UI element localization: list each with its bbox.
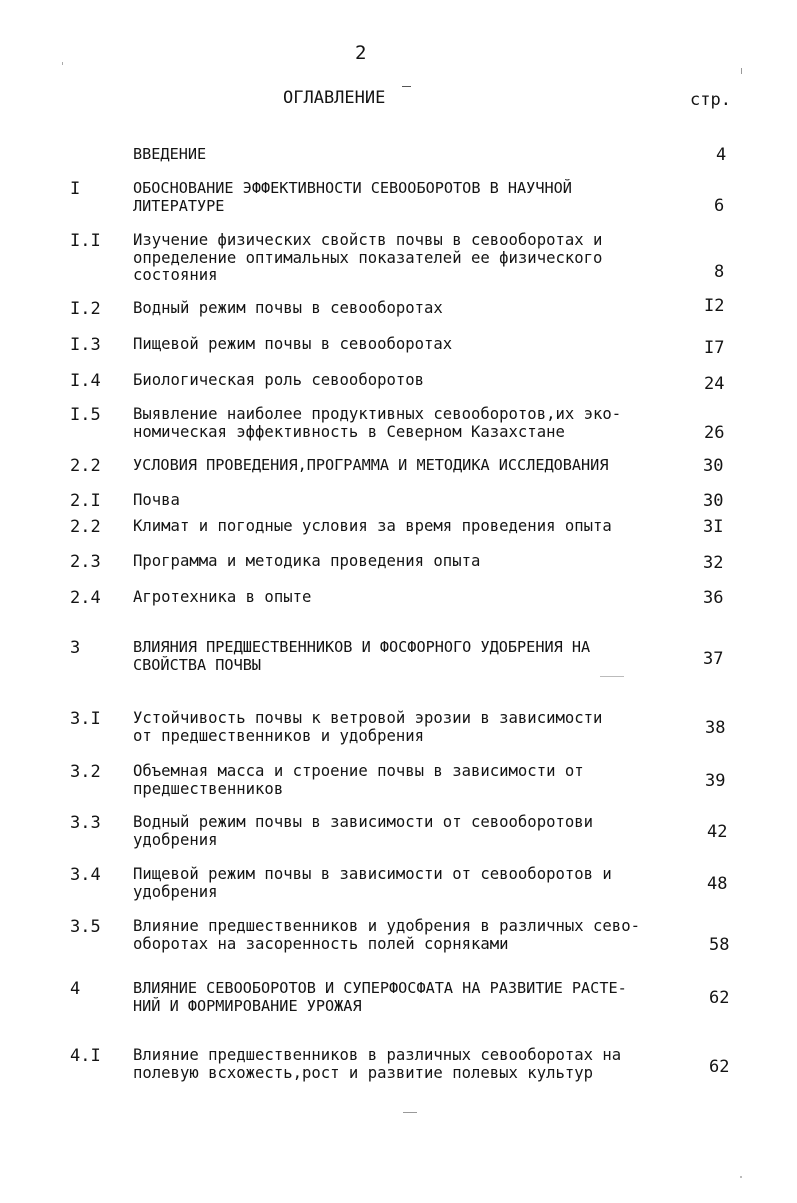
scan-mark [600, 676, 624, 677]
toc-entry-page: 38 [705, 718, 726, 738]
toc-entry-page: 36 [703, 588, 724, 608]
toc-entry-page: 32 [703, 553, 724, 573]
toc-entry-page: 6 [714, 196, 725, 216]
toc-entry-number: I.5 [70, 405, 101, 425]
toc-entry-title: УСЛОВИЯ ПРОВЕДЕНИЯ,ПРОГРАММА И МЕТОДИКА ИССЛЕДОВАНИЯ [133, 456, 609, 474]
toc-entry-title: ВВЕДЕНИЕ [133, 145, 207, 163]
toc-entry-number: 3.4 [70, 865, 101, 885]
toc-entry-number: I.I [70, 231, 101, 251]
toc-entry-page: 24 [704, 374, 725, 394]
scan-mark [740, 1176, 742, 1178]
toc-entry-title: Выявление наиболее продуктивных севооборотов,их эко- номическая эффективность в Северном Казахстане [133, 405, 622, 441]
toc-entry-page: I7 [704, 338, 725, 358]
toc-entry-number: 2.4 [70, 588, 101, 608]
toc-entry-number: 4 [70, 979, 81, 999]
scan-mark [402, 86, 411, 87]
toc-entry-title: ВЛИЯНИЯ ПРЕДШЕСТВЕННИКОВ И ФОСФОРНОГО УДОБРЕНИЯ НА СВОЙСТВА ПОЧВЫ [133, 638, 591, 674]
toc-entry-title: ВЛИЯНИЕ СЕВООБОРОТОВ И СУПЕРФОСФАТА НА РАЗВИТИЕ РАСТЕ- НИЙ И ФОРМИРОВАНИЕ УРОЖАЯ [133, 979, 627, 1015]
toc-entry-page: 37 [703, 649, 724, 669]
toc-entry-number: 3 [70, 638, 81, 658]
toc-entry-title: Пищевой режим почвы в зависимости от севооборотов и удобрения [133, 865, 612, 901]
toc-entry-number: 2.2 [70, 456, 101, 476]
toc-entry-page: 39 [705, 771, 726, 791]
scan-mark [741, 68, 742, 74]
page-column-label: стр. [690, 90, 731, 110]
toc-entry-page: 42 [707, 822, 728, 842]
page-number: 2 [355, 42, 367, 64]
toc-entry-number: I [70, 179, 81, 199]
toc-entry-number: 3.3 [70, 813, 101, 833]
toc-entry-number: 4.I [70, 1046, 101, 1066]
toc-entry-number: 3.2 [70, 762, 101, 782]
toc-entry-number: I.2 [70, 299, 101, 319]
toc-entry-number: 3.I [70, 709, 101, 729]
toc-entry-title: Влияние предшественников и удобрения в различных сево- оборотах на засоренность полей сорняками [133, 917, 640, 953]
toc-entry-number: 2.I [70, 491, 101, 511]
toc-entry-title: Объемная масса и строение почвы в зависимости от предшественников [133, 762, 584, 798]
toc-entry-title: Биологическая роль севооборотов [133, 371, 425, 389]
scan-mark [62, 62, 63, 65]
toc-entry-title: Программа и методика проведения опыта [133, 552, 481, 570]
toc-entry-title: Почва [133, 491, 180, 509]
toc-entry-page: 3I [703, 517, 724, 537]
toc-entry-title: Устойчивость почвы к ветровой эрозии в зависимости от предшественников и удобрения [133, 709, 603, 745]
toc-entry-number: I.4 [70, 371, 101, 391]
toc-entry-title: Агротехника в опыте [133, 588, 312, 606]
toc-entry-page: 58 [709, 935, 730, 955]
toc-entry-title: Влияние предшественников в различных севооборотах на полевую всхожесть,рост и развитие полевых культур [133, 1046, 622, 1082]
toc-entry-page: 8 [714, 262, 725, 282]
toc-entry-page: 30 [703, 456, 724, 476]
toc-entry-page: 62 [709, 988, 730, 1008]
toc-entry-page: 4 [716, 145, 727, 165]
toc-entry-number: 2.2 [70, 517, 101, 537]
toc-entry-number: 2.3 [70, 552, 101, 572]
toc-heading: ОГЛАВЛЕНИЕ [283, 88, 386, 108]
toc-entry-page: 48 [707, 874, 728, 894]
toc-entry-number: 3.5 [70, 917, 101, 937]
toc-entry-number: I.3 [70, 335, 101, 355]
toc-entry-page: 30 [703, 491, 724, 511]
toc-entry-title: Пищевой режим почвы в севооборотах [133, 335, 453, 353]
toc-entry-title: Климат и погодные условия за время проведения опыта [133, 517, 612, 535]
toc-entry-page: 62 [709, 1057, 730, 1077]
toc-entry-title: Водный режим почвы в севооборотах [133, 299, 443, 317]
toc-entry-title: Изучение физических свойств почвы в севооборотах и определение оптимальных показателей ее физического состояния [133, 231, 603, 284]
toc-entry-page: 26 [704, 423, 725, 443]
scan-mark [403, 1112, 417, 1113]
toc-entry-title: ОБОСНОВАНИЕ ЭФФЕКТИВНОСТИ СЕВООБОРОТОВ В НАУЧНОЙ ЛИТЕРАТУРЕ [133, 179, 572, 215]
toc-entry-title: Водный режим почвы в зависимости от севооборотови удобрения [133, 813, 594, 849]
toc-entry-page: I2 [704, 296, 725, 316]
